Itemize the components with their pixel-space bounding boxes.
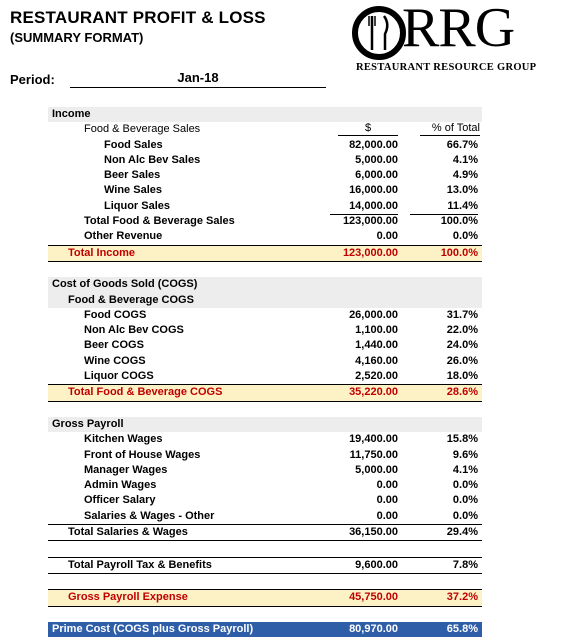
spacer: [48, 541, 482, 556]
row-pct: 4.1%: [452, 463, 478, 476]
row-label: Kitchen Wages: [84, 433, 163, 446]
row-pct: 100.0%: [440, 246, 478, 259]
amount-column-header: $: [338, 122, 398, 136]
row-amount: 1,100.00: [355, 324, 398, 337]
table-row: [48, 493, 482, 508]
table-row: [48, 509, 482, 524]
row-amount: 26,000.00: [349, 308, 398, 321]
table-row: [48, 153, 482, 168]
row-pct: 7.8%: [452, 558, 478, 571]
row-amount: 82,000.00: [349, 138, 398, 151]
row-pct: 0.0%: [452, 494, 478, 507]
table-row: [48, 354, 482, 369]
spacer: [48, 402, 482, 417]
row-amount: 11,750.00: [349, 448, 398, 461]
row-pct: 29.4%: [446, 526, 478, 539]
cogs-subheader: [48, 293, 482, 308]
row-label: Liquor COGS: [84, 370, 154, 383]
row-amount: 5,000.00: [355, 463, 398, 476]
table-row: [48, 338, 482, 353]
pl-table: [48, 107, 482, 637]
row-label: Other Revenue: [84, 230, 163, 243]
row-label: Admin Wages: [84, 479, 157, 492]
row-pct: 4.1%: [452, 153, 478, 166]
row-pct: 65.8%: [446, 622, 478, 635]
row-amount: 0.00: [376, 479, 398, 492]
row-pct: 26.0%: [446, 354, 478, 367]
row-pct: 37.2%: [446, 591, 478, 604]
section-header-payroll: [48, 417, 482, 432]
gross-payroll-row: [48, 589, 482, 606]
row-pct: 66.7%: [446, 138, 478, 151]
table-row: [48, 229, 482, 244]
row-label: Food Sales: [104, 138, 163, 151]
total-wages-row: [48, 524, 482, 541]
prime-cost-row: [48, 622, 482, 637]
table-row: [48, 323, 482, 338]
table-row: [48, 183, 482, 198]
row-amount: 0.00: [376, 230, 398, 243]
spacer: [48, 607, 482, 622]
table-row: [48, 463, 482, 478]
row-amount: 2,520.00: [355, 370, 398, 383]
period-label: Period:: [10, 72, 55, 87]
row-amount: 19,400.00: [349, 433, 398, 446]
company-logo: [352, 2, 552, 78]
spacer: [48, 262, 482, 277]
row-label: Salaries & Wages - Other: [84, 509, 215, 522]
table-row: [48, 199, 482, 214]
fork-knife-plate-icon: [352, 2, 406, 64]
table-row: [48, 138, 482, 153]
row-pct: 4.9%: [452, 169, 478, 182]
row-label: Front of House Wages: [84, 448, 201, 461]
row-amount: 14,000.00: [330, 199, 398, 215]
row-label: Officer Salary: [84, 494, 156, 507]
section-header-cogs: [48, 277, 482, 292]
row-amount: 5,000.00: [355, 153, 398, 166]
subsection-label: Food & Beverage Sales: [84, 123, 201, 136]
payroll-tax-row: [48, 557, 482, 574]
section-header-income: [48, 107, 482, 122]
row-label: Beer COGS: [84, 339, 144, 352]
row-label: Total Salaries & Wages: [68, 526, 188, 539]
row-label: Total Income: [68, 246, 136, 259]
row-pct: 28.6%: [446, 386, 478, 399]
row-label: Wine COGS: [84, 354, 146, 367]
row-label: Non Alc Bev Sales: [104, 153, 201, 166]
logo-text: RRG: [402, 0, 515, 59]
period-value: Jan-18: [70, 70, 326, 88]
report-subtitle: (SUMMARY FORMAT): [10, 30, 144, 45]
row-label: Non Alc Bev COGS: [84, 324, 184, 337]
row-pct: 31.7%: [446, 308, 478, 321]
row-pct: 100.0%: [440, 215, 478, 228]
row-pct: 0.0%: [452, 479, 478, 492]
report-title: RESTAURANT PROFIT & LOSS: [10, 8, 266, 27]
row-label: Prime Cost (COGS plus Gross Payroll): [52, 622, 254, 635]
table-row: [48, 448, 482, 463]
row-amount: 123,000.00: [342, 246, 398, 259]
row-amount: 4,160.00: [355, 354, 398, 367]
row-label: Total Payroll Tax & Benefits: [68, 558, 212, 571]
pct-column-header: % of Total: [420, 122, 480, 136]
row-label: Beer Sales: [104, 169, 161, 182]
row-amount: 45,750.00: [349, 591, 398, 604]
table-row: [48, 168, 482, 183]
table-row: [48, 432, 482, 447]
table-row: [48, 308, 482, 323]
row-amount: 1,440.00: [355, 339, 398, 352]
row-amount: 0.00: [376, 509, 398, 522]
row-pct: 15.8%: [446, 433, 478, 446]
row-amount: 36,150.00: [349, 526, 398, 539]
row-pct: 22.0%: [446, 324, 478, 337]
income-subheader: [48, 122, 482, 137]
logo-subtext: RESTAURANT RESOURCE GROUP: [356, 62, 537, 73]
row-amount: 35,220.00: [349, 386, 398, 399]
row-pct: 9.6%: [452, 448, 478, 461]
table-row: [48, 214, 482, 229]
row-pct: 0.0%: [452, 509, 478, 522]
row-amount: 9,600.00: [355, 558, 398, 571]
total-income-row: [48, 245, 482, 262]
row-label: Liquor Sales: [104, 199, 171, 212]
section-label: Cost of Goods Sold (COGS): [52, 278, 198, 291]
section-label: Gross Payroll: [52, 417, 124, 430]
row-amount: 0.00: [376, 494, 398, 507]
spacer: [48, 574, 482, 589]
row-label: Total Food & Beverage COGS: [68, 386, 223, 399]
row-label: Wine Sales: [104, 184, 162, 197]
row-label: Gross Payroll Expense: [68, 591, 188, 604]
row-amount: 80,970.00: [349, 622, 398, 635]
row-amount: 16,000.00: [349, 184, 398, 197]
row-amount: 123,000.00: [342, 215, 398, 228]
row-pct: 11.4%: [410, 199, 478, 215]
row-pct: 24.0%: [446, 339, 478, 352]
total-cogs-row: [48, 384, 482, 401]
table-row: [48, 478, 482, 493]
row-pct: 18.0%: [446, 370, 478, 383]
row-label: Food COGS: [84, 308, 147, 321]
row-amount: 6,000.00: [355, 169, 398, 182]
row-label: Manager Wages: [84, 463, 168, 476]
subsection-label: Food & Beverage COGS: [68, 293, 194, 306]
section-label: Income: [52, 108, 91, 120]
row-pct: 13.0%: [446, 184, 478, 197]
row-pct: 0.0%: [452, 230, 478, 243]
table-row: [48, 369, 482, 384]
row-label: Total Food & Beverage Sales: [84, 215, 235, 228]
